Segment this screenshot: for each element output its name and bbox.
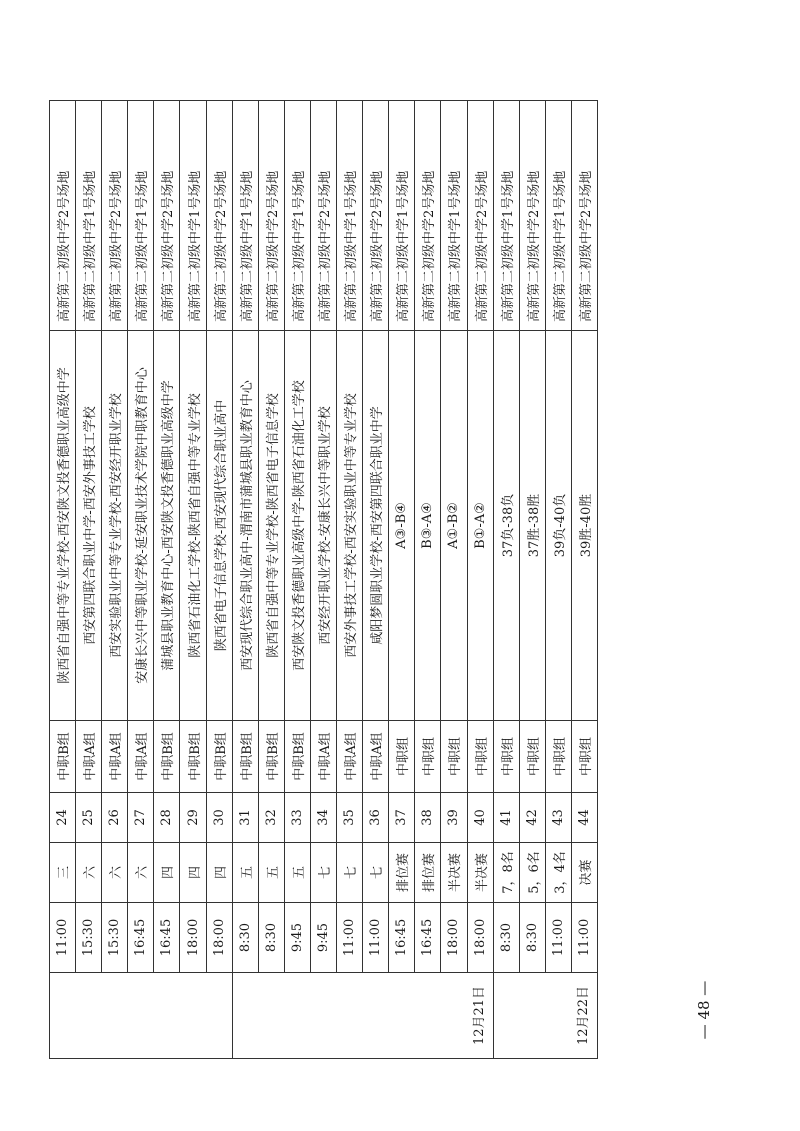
matchup-cell: 陕西省电子信息学校-西安现代综合职业高中	[206, 331, 232, 721]
table-row	[389, 101, 415, 1059]
table-row	[128, 101, 154, 1059]
time-cell: 18:00	[441, 903, 467, 973]
venue-cell: 高新第二初级中学2号场地	[102, 101, 128, 331]
matchup-cell: 39胜-40胜	[571, 331, 597, 721]
venue-cell: 高新第二初级中学2号场地	[50, 101, 76, 331]
table-row	[337, 101, 363, 1059]
group-cell: 中职组	[389, 721, 415, 793]
match-no-cell: 29	[180, 793, 206, 843]
round-cell: 3，4名	[545, 843, 571, 903]
group-cell: 中职A组	[102, 721, 128, 793]
venue-cell: 高新第二初级中学2号场地	[154, 101, 180, 331]
matchup-cell: 39负-40负	[545, 331, 571, 721]
venue-cell: 高新第二初级中学1号场地	[180, 101, 206, 331]
match-no-cell: 36	[363, 793, 389, 843]
matchup-cell: 37胜-38胜	[519, 331, 545, 721]
table-row	[493, 101, 519, 1059]
table-row	[154, 101, 180, 1059]
round-cell: 四	[180, 843, 206, 903]
match-no-cell: 43	[545, 793, 571, 843]
date-cell-prev	[50, 973, 233, 1059]
group-cell: 中职组	[467, 721, 493, 793]
group-cell: 中职B组	[258, 721, 284, 793]
venue-cell: 高新第二初级中学2号场地	[363, 101, 389, 331]
time-cell: 11:00	[571, 903, 597, 973]
time-cell: 8:30	[519, 903, 545, 973]
matchup-cell: B①-A②	[467, 331, 493, 721]
round-cell: 决赛	[571, 843, 597, 903]
time-cell: 18:00	[206, 903, 232, 973]
time-cell: 16:45	[415, 903, 441, 973]
venue-cell: 高新第二初级中学2号场地	[258, 101, 284, 331]
round-cell: 七	[310, 843, 336, 903]
round-cell: 5，6名	[519, 843, 545, 903]
match-no-cell: 32	[258, 793, 284, 843]
group-cell: 中职组	[415, 721, 441, 793]
table-row	[310, 101, 336, 1059]
table-row	[284, 101, 310, 1059]
matchup-cell: 西安外事技工学校-西安实验职业中等专业学校	[337, 331, 363, 721]
match-no-cell: 31	[232, 793, 258, 843]
time-cell: 16:45	[128, 903, 154, 973]
time-cell: 11:00	[50, 903, 76, 973]
table-row	[258, 101, 284, 1059]
match-no-cell: 33	[284, 793, 310, 843]
venue-cell: 高新第二初级中学1号场地	[128, 101, 154, 331]
group-cell: 中职组	[519, 721, 545, 793]
group-cell: 中职组	[493, 721, 519, 793]
group-cell: 中职组	[441, 721, 467, 793]
venue-cell: 高新第二初级中学1号场地	[441, 101, 467, 331]
group-cell: 中职组	[571, 721, 597, 793]
matchup-cell: 蒲城县职业教育中心-西安陕文投香德职业高级中学	[154, 331, 180, 721]
venue-cell: 高新第二初级中学2号场地	[310, 101, 336, 331]
round-cell: 半决赛	[441, 843, 467, 903]
group-cell: 中职组	[545, 721, 571, 793]
venue-cell: 高新第二初级中学1号场地	[545, 101, 571, 331]
table-row	[50, 101, 76, 1059]
date-cell-dec22: 12月22日	[493, 973, 597, 1059]
group-cell: 中职A组	[76, 721, 102, 793]
rotated-schedule-page	[49, 101, 598, 1059]
group-cell: 中职A组	[310, 721, 336, 793]
matchup-cell: B③-A④	[415, 331, 441, 721]
match-no-cell: 37	[389, 793, 415, 843]
match-no-cell: 26	[102, 793, 128, 843]
matchup-cell: 西安陕文投香德职业高级中学-陕西省石油化工学校	[284, 331, 310, 721]
group-cell: 中职B组	[180, 721, 206, 793]
group-cell: 中职B组	[232, 721, 258, 793]
time-cell: 11:00	[363, 903, 389, 973]
page-number: — 48 —	[695, 980, 713, 1040]
table-row	[545, 101, 571, 1059]
group-cell: 中职B组	[284, 721, 310, 793]
venue-cell: 高新第二初级中学2号场地	[519, 101, 545, 331]
match-no-cell: 35	[337, 793, 363, 843]
round-cell: 七	[363, 843, 389, 903]
round-cell: 六	[76, 843, 102, 903]
matchup-cell: 咸阳梦圆职业学校-西安第四联合职业中学	[363, 331, 389, 721]
matchup-cell: 安康长兴中等职业学校-延安职业技术学院中职教育中心	[128, 331, 154, 721]
group-cell: 中职A组	[128, 721, 154, 793]
table-row	[76, 101, 102, 1059]
matchup-cell: 西安经开职业学校-安康长兴中等职业学校	[310, 331, 336, 721]
time-cell: 11:00	[337, 903, 363, 973]
venue-cell: 高新第二初级中学2号场地	[571, 101, 597, 331]
round-cell: 五	[284, 843, 310, 903]
table-row	[415, 101, 441, 1059]
round-cell: 排位赛	[389, 843, 415, 903]
round-cell: 7，8名	[493, 843, 519, 903]
match-no-cell: 40	[467, 793, 493, 843]
round-cell: 半决赛	[467, 843, 493, 903]
group-cell: 中职B组	[154, 721, 180, 793]
match-no-cell: 38	[415, 793, 441, 843]
time-cell: 11:00	[545, 903, 571, 973]
match-no-cell: 27	[128, 793, 154, 843]
time-cell: 15:30	[102, 903, 128, 973]
matchup-cell: 陕西省石油化工学校-陕西省自强中等专业学校	[180, 331, 206, 721]
match-no-cell: 44	[571, 793, 597, 843]
match-no-cell: 41	[493, 793, 519, 843]
matchup-cell: A③-B④	[389, 331, 415, 721]
match-no-cell: 42	[519, 793, 545, 843]
matchup-cell: 陕西省自强中等专业学校-陕西省电子信息学校	[258, 331, 284, 721]
round-cell: 三	[50, 843, 76, 903]
round-cell: 四	[206, 843, 232, 903]
round-cell: 五	[258, 843, 284, 903]
match-no-cell: 28	[154, 793, 180, 843]
round-cell: 六	[102, 843, 128, 903]
venue-cell: 高新第二初级中学1号场地	[76, 101, 102, 331]
matchup-cell: 西安现代综合职业高中-渭南市蒲城县职业教育中心	[232, 331, 258, 721]
venue-cell: 高新第二初级中学1号场地	[493, 101, 519, 331]
group-cell: 中职A组	[337, 721, 363, 793]
time-cell: 8:30	[493, 903, 519, 973]
group-cell: 中职B组	[206, 721, 232, 793]
match-no-cell: 34	[310, 793, 336, 843]
table-row	[180, 101, 206, 1059]
match-schedule-table	[49, 100, 598, 1059]
venue-cell: 高新第二初级中学2号场地	[415, 101, 441, 331]
time-cell: 16:45	[389, 903, 415, 973]
table-row	[571, 101, 597, 1059]
round-cell: 七	[337, 843, 363, 903]
venue-cell: 高新第二初级中学2号场地	[206, 101, 232, 331]
venue-cell: 高新第二初级中学2号场地	[467, 101, 493, 331]
time-cell: 9:45	[284, 903, 310, 973]
table-row	[519, 101, 545, 1059]
table-row	[363, 101, 389, 1059]
matchup-cell: 西安第四联合职业中学-西安外事技工学校	[76, 331, 102, 721]
time-cell: 9:45	[310, 903, 336, 973]
match-no-cell: 25	[76, 793, 102, 843]
table-row	[102, 101, 128, 1059]
match-no-cell: 39	[441, 793, 467, 843]
round-cell: 排位赛	[415, 843, 441, 903]
venue-cell: 高新第二初级中学1号场地	[232, 101, 258, 331]
round-cell: 六	[128, 843, 154, 903]
date-cell-dec21: 12月21日	[232, 973, 493, 1059]
match-no-cell: 30	[206, 793, 232, 843]
group-cell: 中职B组	[50, 721, 76, 793]
matchup-cell: 西安实验职业中等专业学校-西安经开职业学校	[102, 331, 128, 721]
matchup-cell: 陕西省自强中等专业学校-西安陕文投香德职业高级中学	[50, 331, 76, 721]
group-cell: 中职A组	[363, 721, 389, 793]
time-cell: 15:30	[76, 903, 102, 973]
matchup-cell: A①-B②	[441, 331, 467, 721]
round-cell: 四	[154, 843, 180, 903]
table-row	[232, 101, 258, 1059]
venue-cell: 高新第二初级中学1号场地	[337, 101, 363, 331]
match-no-cell: 24	[50, 793, 76, 843]
time-cell: 18:00	[180, 903, 206, 973]
matchup-cell: 37负-38负	[493, 331, 519, 721]
round-cell: 五	[232, 843, 258, 903]
venue-cell: 高新第二初级中学1号场地	[389, 101, 415, 331]
table-row	[467, 101, 493, 1059]
schedule-body	[50, 101, 598, 1059]
time-cell: 8:30	[258, 903, 284, 973]
table-row	[206, 101, 232, 1059]
venue-cell: 高新第二初级中学1号场地	[284, 101, 310, 331]
time-cell: 18:00	[467, 903, 493, 973]
time-cell: 16:45	[154, 903, 180, 973]
time-cell: 8:30	[232, 903, 258, 973]
table-row	[441, 101, 467, 1059]
